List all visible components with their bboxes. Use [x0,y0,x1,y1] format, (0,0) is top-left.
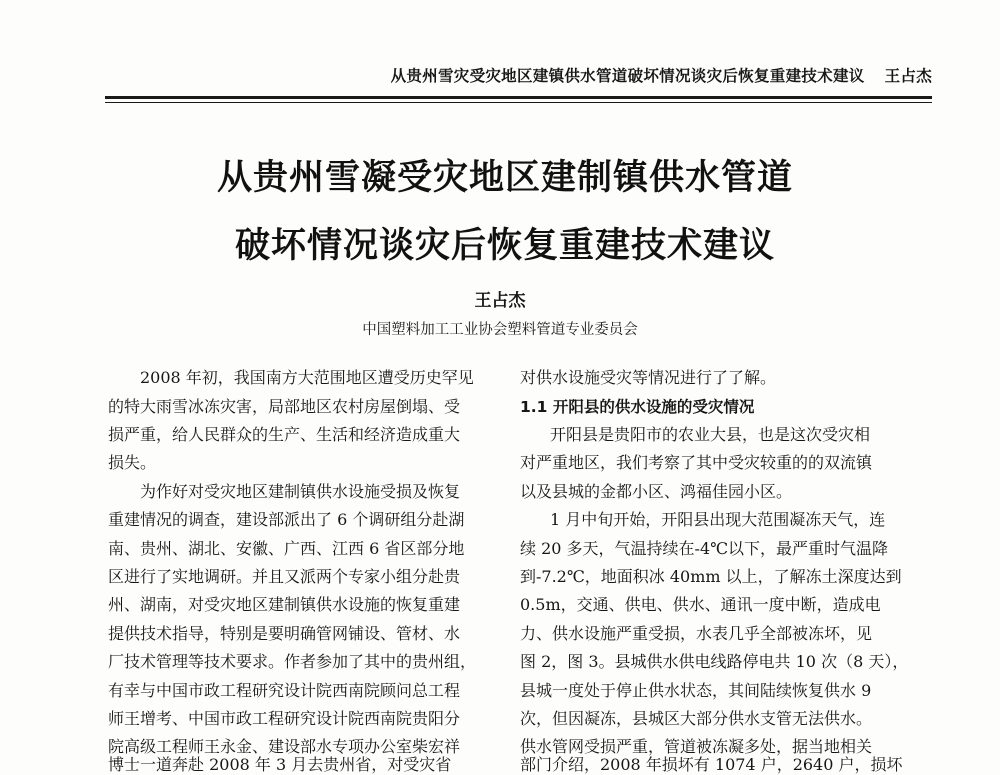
author-name: 王占杰 [474,291,526,311]
section-heading: 1.1 开阳县的供水设施的受灾情况 [520,398,755,416]
running-head-title: 从贵州雪灾受灾地区建镇供水管道破坏情况谈灾后恢复重建技术建议 [390,67,865,85]
left-line: 州、湖南，对受灾地区建制镇供水设施的恢复重建 [108,595,461,614]
left-line: 2008 年初，我国南方大范围地区遭受历史罕见 [140,368,474,387]
right-line-cut: 部门介绍，2008 年损坏有 1074 户，2640 户，损坏 [520,755,903,774]
right-line: 次，但因凝冻，县城区大部分供水支管无法供水。 [520,709,873,728]
right-line: 县城一度处于停止供水状态，其间陆续恢复供水 9 [520,681,872,700]
left-line: 提供技术指导，特别是要明确管网铺设、管材、水 [108,624,461,643]
right-line: 0.5m，交通、供电、供水、通讯一度中断，造成电 [520,595,881,614]
right-line: 对严重地区，我们考察了其中受灾较重的的双流镇 [520,453,873,472]
header-rule-thick [105,96,932,99]
right-line: 对供水设施受灾等情况进行了了解。 [520,368,777,387]
left-line: 院高级工程师王永金、建设部水专项办公室柴宏祥 [108,737,461,756]
left-line: 重建情况的调查，建设部派出了 6 个调研组分赴湖 [108,510,465,529]
right-line: 力、供水设施严重受损，水表几乎全部被冻坏，见 [520,624,873,643]
author-affiliation: 中国塑料加工工业协会塑料管道专业委员会 [362,322,638,338]
right-line: 供水管网受损严重，管道被冻凝多处，据当地相关 [520,737,873,756]
running-head [0,64,932,86]
running-head-author: 王占杰 [884,67,932,85]
article-title-line1: 从贵州雪凝受灾地区建制镇供水管道 [216,158,793,198]
left-line: 损失。 [108,453,157,472]
right-line: 图 2，图 3。县城供水供电线路停电共 10 次（8 天）， [520,652,909,671]
left-line: 区进行了实地调研。并且又派两个专家小组分赴贵 [108,567,461,586]
left-line-cut: 博士一道奔赴 2008 年 3 月去贵州省，对受灾省 [108,755,452,774]
right-line: 开阳县是贵阳市的农业大县，也是这次受灾相 [550,425,871,444]
left-line: 为作好对受灾地区建制镇供水设施受损及恢复 [140,482,461,501]
right-line: 到-7.2℃，地面积冰 40mm 以上，了解冻土深度达到 [520,567,902,586]
right-line: 续 20 多天，气温持续在-4℃以下，最严重时气温降 [520,539,889,558]
right-line: 1 月中旬开始，开阳县出现大范围凝冻天气，连 [550,510,886,529]
right-line: 以及县城的金都小区、鸿福佳园小区。 [520,482,793,501]
article-title-line2: 破坏情况谈灾后恢复重建技术建议 [234,226,775,266]
left-line: 损严重，给人民群众的生产、生活和经济造成重大 [108,425,461,444]
left-line: 师王增考、中国市政工程研究设计院西南院贵阳分 [108,709,461,728]
left-line: 南、贵州、湖北、安徽、广西、江西 6 省区部分地 [108,539,465,558]
left-line: 的特大雨雪冰冻灾害，局部地区农村房屋倒塌、受 [108,397,461,416]
left-line: 有幸与中国市政工程研究设计院西南院顾问总工程 [108,681,461,700]
left-line: 厂技术管理等技术要求。作者参加了其中的贵州组， [108,652,477,671]
header-rule-thin [105,102,932,103]
